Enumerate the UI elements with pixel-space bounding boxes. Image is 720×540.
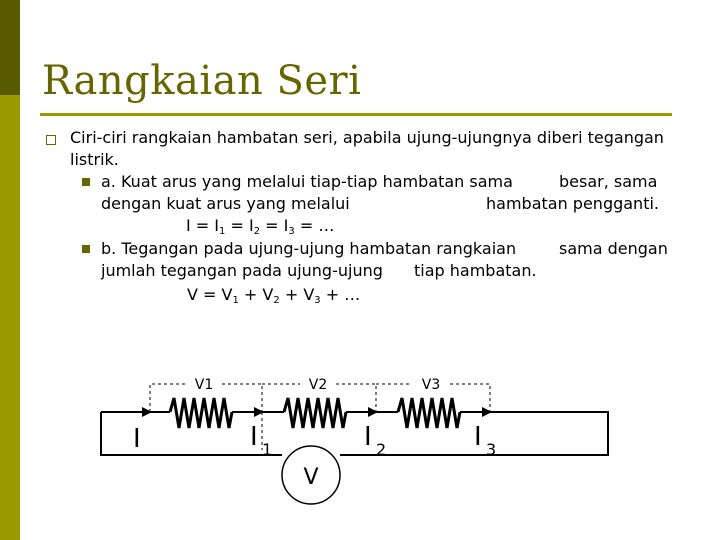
- label-v2: V2: [308, 377, 328, 393]
- label-v1: V1: [194, 377, 214, 393]
- sub-a-line1-end: besar, sama: [559, 172, 658, 191]
- sub-b-line2: jumlah tegangan pada ujung-ujung: [101, 261, 383, 280]
- label-i3-sub: 3: [486, 440, 497, 459]
- label-i2: I: [364, 422, 372, 452]
- voltage-formula: $V = V_1 + V_2 + V_3$ + …: [187, 285, 361, 306]
- sub-a-line1: a. Kuat arus yang melalui tiap-tiap hambatan sama: [101, 172, 513, 191]
- label-i-main: I: [133, 424, 141, 454]
- sub-b-line2-end: tiap hambatan.: [414, 261, 537, 280]
- resistor-2: [284, 398, 346, 428]
- label-i1-sub: 1: [262, 440, 273, 459]
- bullet-text-line1: Ciri-ciri rangkaian hambatan seri, apabila ujung-ujungnya diberi tegangan: [70, 128, 664, 147]
- resistor-1: [170, 398, 232, 428]
- resistor-3: [398, 398, 460, 428]
- bullet-text-line2: listrik.: [70, 150, 119, 169]
- sub-a-line2: dengan kuat arus yang melalui: [101, 194, 350, 213]
- label-i3: I: [474, 422, 482, 452]
- sub-b-line1-end: sama dengan: [559, 239, 668, 258]
- voltmeter-label: V: [303, 465, 319, 490]
- slide-title: Rangkaian Seri: [42, 58, 362, 104]
- sub-b-line1: b. Tegangan pada ujung-ujung hambatan rangkaian: [101, 239, 517, 258]
- label-i1: I: [250, 422, 258, 452]
- current-formula: $I = I_1 = I_2 = I_3$ = …: [186, 216, 335, 237]
- sub-a-line2-end: hambatan pengganti.: [486, 194, 659, 213]
- label-i2-sub: 2: [376, 440, 387, 459]
- label-v3: V3: [421, 377, 441, 393]
